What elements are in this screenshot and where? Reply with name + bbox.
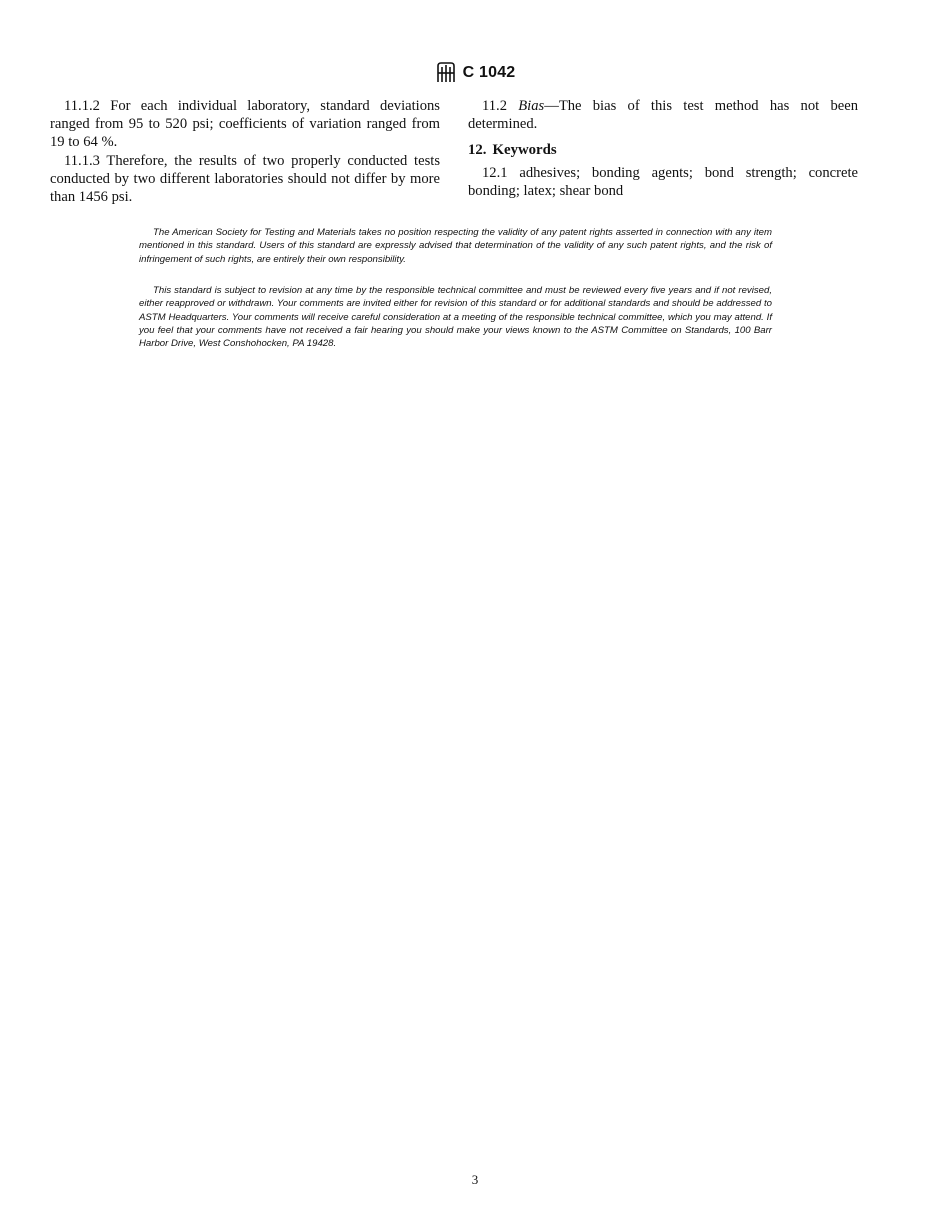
paragraph-11-1-2: 11.1.2 For each individual laboratory, standard deviations ranged from 95 to 520 psi; coefficients of variation ranged from 19 to 64 %. — [50, 98, 440, 151]
document-designation: C 1042 — [462, 64, 516, 81]
keywords-number: 12. — [468, 142, 487, 159]
astm-logo-icon — [435, 61, 457, 85]
paragraph-11-1-3: 11.1.3 Therefore, the results of two properly conducted tests conducted by two different laboratories should not differ by more than 1456 psi. — [50, 152, 440, 206]
bias-text: —The bias of this test method has not been determined. — [468, 98, 858, 133]
keywords-title: Keywords — [492, 142, 557, 159]
section-heading-keywords — [468, 141, 858, 159]
paragraph-11-2-bias — [468, 97, 858, 133]
patent-notice: The American Society for Testing and Materials takes no position respecting the validity of any patent rights asserted in connection with any item mentioned in this standard. Users of this standard are expressly advised that determination of the validity of any such patent rights, and the risk of infringement of such rights, are entirely their own responsibility. — [139, 227, 772, 265]
right-column — [468, 97, 858, 200]
page-header — [0, 60, 950, 86]
page-number: 3 — [471, 1172, 479, 1187]
bias-term: Bias — [518, 98, 545, 114]
revision-notice: This standard is subject to revision at any time by the responsible technical committee and must be reviewed every five years and if not revised, either reapproved or withdrawn. Your comments are invited either for revision of this standard or for additional standards and should be addressed to ASTM Headquarters. Your comments will receive careful consideration at a meeting of the responsible technical committee, which you may attend. If you feel that your comments have not received a fair hearing you should make your views known to the ASTM Committee on Standards, 100 Barr Harbor Drive, West Conshohocken, PA 19428. — [139, 285, 772, 350]
paragraph-12-1-keywords: 12.1 adhesives; bonding agents; bond strength; concrete bonding; latex; shear bond — [468, 164, 858, 199]
bias-number: 11.2 — [482, 98, 507, 114]
left-column — [50, 97, 440, 206]
